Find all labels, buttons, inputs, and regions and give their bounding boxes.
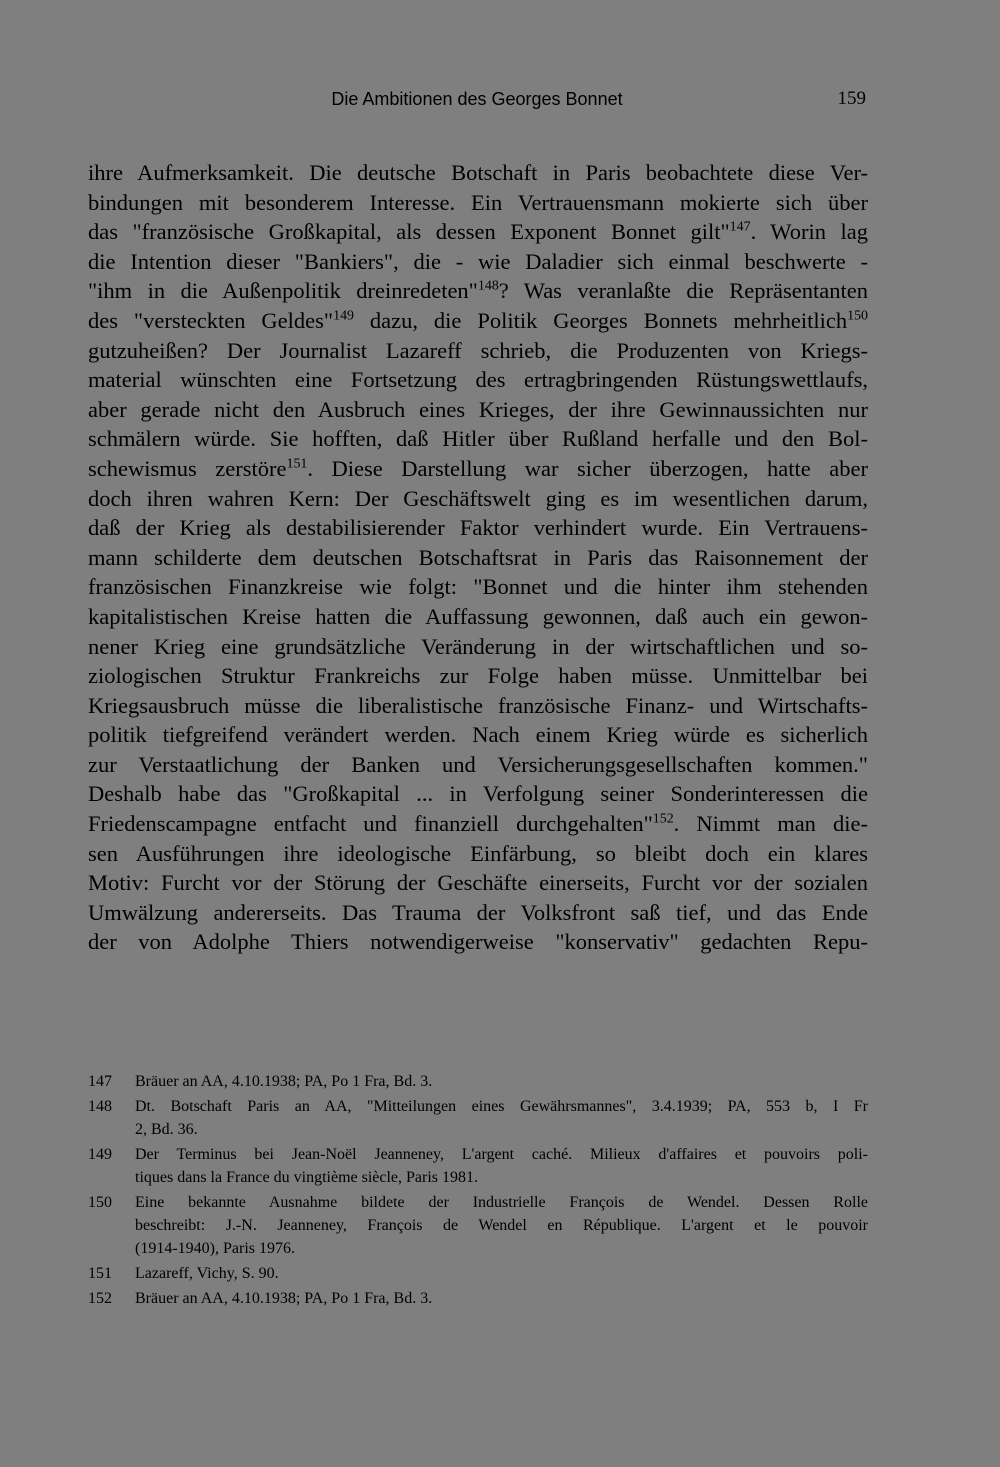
footnote-line: (1914-1940), Paris 1976. bbox=[135, 1240, 295, 1257]
text-segment: dazu, die Politik Georges Bonnets mehrheitlich bbox=[354, 307, 848, 333]
text-line: Motiv: Furcht vor der Störung der Geschäfte einerseits, Furcht vor der sozialen bbox=[88, 870, 868, 896]
body-text bbox=[88, 158, 868, 957]
footnote-line: Lazareff, Vichy, S. 90. bbox=[135, 1265, 279, 1282]
text-line: sen Ausführungen ihre ideologische Einfärbung, so bleibt doch ein klares bbox=[88, 840, 868, 866]
footnote-line: Eine bekannte Ausnahme bildete der Industrielle François de Wendel. Dessen Rolle bbox=[135, 1194, 868, 1211]
text-segment: schewismus zerstöre bbox=[88, 455, 287, 481]
footnote-ref-148[interactable]: 148 bbox=[477, 278, 499, 294]
text-segment: das "französische Großkapital, als dessen Exponent Bonnet gilt" bbox=[88, 219, 730, 245]
footnote-line: 2, Bd. 36. bbox=[135, 1121, 198, 1138]
text-line: Kriegsausbruch müsse die liberalistische französische Finanz- und Wirtschafts- bbox=[88, 692, 868, 718]
text-line: daß der Krieg als destabilisierender Faktor verhindert wurde. Ein Vertrauens- bbox=[88, 515, 868, 541]
text-line: bindungen mit besonderem Interesse. Ein Vertrauensmann mokierte sich über bbox=[88, 189, 868, 215]
footnote-number: 152 bbox=[88, 1290, 112, 1307]
text-segment: . Worin lag bbox=[750, 219, 868, 245]
footnote-148 bbox=[88, 1095, 868, 1141]
footnote-line: Dt. Botschaft Paris an AA, "Mitteilungen eines Gewährsmannes", 3.4.1939; PA, 553 b, I Fr bbox=[135, 1098, 868, 1115]
page-header bbox=[88, 84, 866, 114]
running-title: Die Ambitionen des Georges Bonnet bbox=[331, 89, 623, 109]
text-segment: "ihm in die Außenpolitik dreinredeten" bbox=[88, 278, 478, 304]
footnote-147 bbox=[88, 1070, 868, 1093]
footnote-line: Der Terminus bei Jean-Noël Jeanneney, L'argent caché. Milieux d'affaires et pouvoirs poli- bbox=[135, 1146, 868, 1163]
text-line: doch ihren wahren Kern: Der Geschäftswelt ging es im wesentlichen darum, bbox=[88, 485, 868, 511]
text-line bbox=[88, 809, 868, 839]
text-line bbox=[88, 306, 868, 336]
text-line: material wünschten eine Fortsetzung des ertragbringenden Rüstungswettlaufs, bbox=[88, 367, 868, 393]
text-line: französischen Finanzkreise wie folgt: "Bonnet und die hinter ihm stehenden bbox=[88, 574, 868, 600]
footnote-number: 150 bbox=[88, 1194, 112, 1211]
text-line: Umwälzung andererseits. Das Trauma der Volksfront saß tief, und das Ende bbox=[88, 899, 868, 925]
footnote-150 bbox=[88, 1191, 868, 1260]
text-line: ziologischen Struktur Frankreichs zur Folge haben müsse. Unmittelbar bei bbox=[88, 663, 868, 689]
footnote-151 bbox=[88, 1262, 868, 1285]
text-segment: . Nimmt man die- bbox=[673, 811, 868, 837]
text-line: politik tiefgreifend verändert werden. Nach einem Krieg würde es sicherlich bbox=[88, 722, 868, 748]
footnotes bbox=[88, 1070, 868, 1312]
page-number: 159 bbox=[837, 88, 866, 109]
footnote-ref-147[interactable]: 147 bbox=[729, 219, 751, 235]
footnote-ref-152[interactable]: 152 bbox=[652, 811, 674, 827]
footnote-line: tiques dans la France du vingtième siècle, Paris 1981. bbox=[135, 1169, 479, 1186]
text-line bbox=[88, 276, 868, 306]
footnote-line: Bräuer an AA, 4.10.1938; PA, Po 1 Fra, Bd. 3. bbox=[135, 1073, 433, 1090]
text-line: aber gerade nicht den Ausbruch eines Krieges, der ihre Gewinnaussichten nur bbox=[88, 396, 868, 422]
footnote-ref-150[interactable]: 150 bbox=[847, 308, 868, 324]
footnote-line: Bräuer an AA, 4.10.1938; PA, Po 1 Fra, Bd. 3. bbox=[135, 1290, 433, 1307]
footnote-149 bbox=[88, 1143, 868, 1189]
footnote-number: 151 bbox=[88, 1265, 112, 1282]
footnote-number: 147 bbox=[88, 1073, 112, 1090]
text-line: Deshalb habe das "Großkapital ... in Verfolgung seiner Sonderinteressen die bbox=[88, 781, 868, 807]
text-line: kapitalistischen Kreise hatten die Auffassung gewonnen, daß auch ein gewon- bbox=[88, 603, 868, 629]
text-line: schmälern würde. Sie hofften, daß Hitler über Rußland herfalle und den Bol- bbox=[88, 426, 868, 452]
text-segment: . Diese Darstellung war sicher überzogen, hatte aber bbox=[307, 455, 868, 481]
text-segment: Friedenscampagne entfacht und finanziell durchgehalten" bbox=[88, 811, 653, 837]
text-segment: des "versteckten Geldes" bbox=[88, 307, 334, 333]
footnote-ref-149[interactable]: 149 bbox=[333, 308, 355, 324]
footnote-line: beschreibt: J.-N. Jeanneney, François de Wendel en République. L'argent et le pouvoir bbox=[135, 1217, 868, 1234]
footnote-152 bbox=[88, 1287, 868, 1310]
text-segment: ? Was veranlaßte die Repräsentanten bbox=[498, 278, 868, 304]
text-line: nener Krieg eine grundsätzliche Veränderung in der wirtschaftlichen und so- bbox=[88, 633, 868, 659]
footnote-number: 148 bbox=[88, 1098, 112, 1115]
text-line: zur Verstaatlichung der Banken und Versicherungsgesellschaften kommen." bbox=[88, 751, 868, 777]
text-line bbox=[88, 217, 868, 247]
text-line: die Intention dieser "Bankiers", die - wie Daladier sich einmal beschwerte - bbox=[88, 248, 868, 274]
text-line bbox=[88, 454, 868, 484]
text-line: ihre Aufmerksamkeit. Die deutsche Botschaft in Paris beobachtete diese Ver- bbox=[88, 160, 868, 185]
footnote-number: 149 bbox=[88, 1146, 112, 1163]
text-line: der von Adolphe Thiers notwendigerweise "konservativ" gedachten Repu- bbox=[88, 929, 868, 955]
footnote-ref-151[interactable]: 151 bbox=[286, 456, 308, 472]
text-line: gutzuheißen? Der Journalist Lazareff schrieb, die Produzenten von Kriegs- bbox=[88, 337, 868, 363]
text-line: mann schilderte dem deutschen Botschaftsrat in Paris das Raisonnement der bbox=[88, 544, 868, 570]
